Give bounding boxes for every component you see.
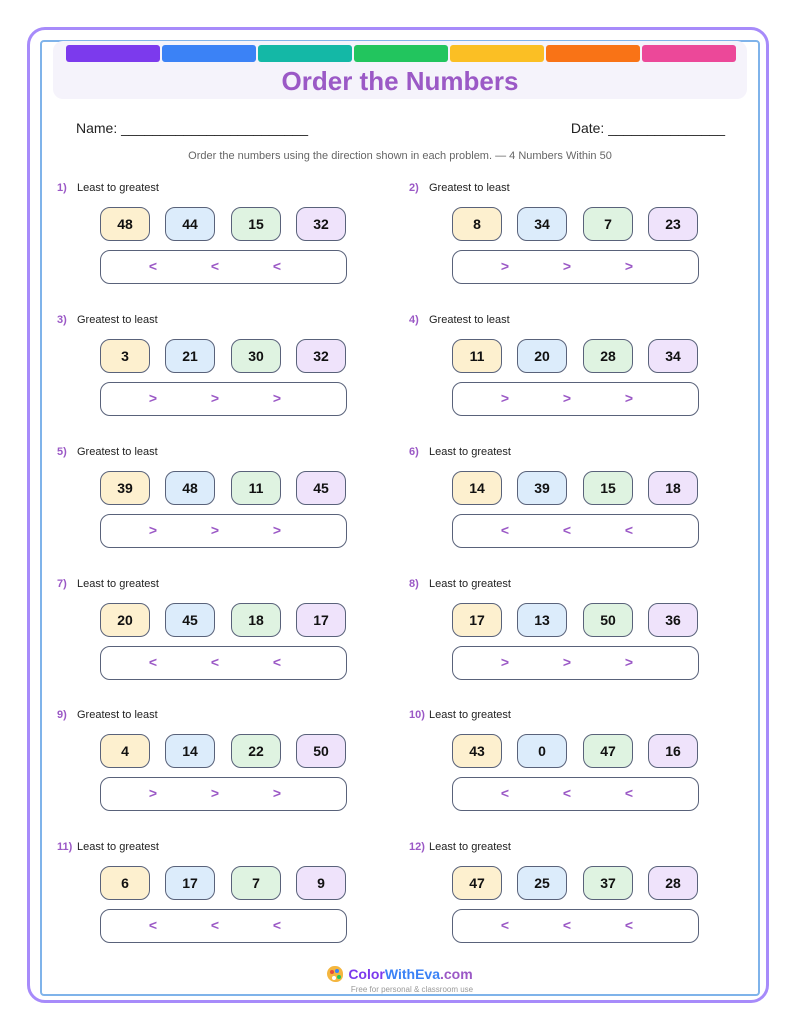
comparison-symbol: > bbox=[148, 390, 158, 406]
comparison-symbol: < bbox=[624, 917, 634, 933]
answer-box[interactable] bbox=[452, 909, 699, 943]
comparison-symbol: > bbox=[500, 654, 510, 670]
comparison-symbol: < bbox=[500, 785, 510, 801]
brand-part-com: .com bbox=[439, 966, 473, 982]
number-chip: 18 bbox=[231, 603, 281, 637]
number-chip: 14 bbox=[165, 734, 215, 768]
number-chip: 37 bbox=[583, 866, 633, 900]
problem-direction: Greatest to least bbox=[77, 314, 158, 326]
problem-number: 2) bbox=[409, 182, 419, 194]
color-stripe bbox=[354, 45, 448, 62]
problem-direction: Greatest to least bbox=[77, 709, 158, 721]
number-chip: 15 bbox=[583, 471, 633, 505]
comparison-symbol: < bbox=[148, 258, 158, 274]
comparison-symbol: < bbox=[500, 917, 510, 933]
color-stripe bbox=[642, 45, 736, 62]
page-title: Order the Numbers bbox=[281, 66, 519, 96]
color-stripe bbox=[66, 45, 160, 62]
number-chip: 22 bbox=[231, 734, 281, 768]
comparison-symbol: > bbox=[562, 390, 572, 406]
number-chip: 17 bbox=[296, 603, 346, 637]
problem-number: 8) bbox=[409, 578, 419, 590]
number-chip: 18 bbox=[648, 471, 698, 505]
problem-number: 4) bbox=[409, 314, 419, 326]
instructions: Order the numbers using the direction shown in each problem. — 4 Numbers Within 50 bbox=[188, 150, 612, 162]
number-chip: 32 bbox=[296, 207, 346, 241]
answer-box[interactable] bbox=[100, 646, 347, 680]
problem bbox=[57, 182, 377, 302]
number-chip: 43 bbox=[452, 734, 502, 768]
comparison-symbol: > bbox=[272, 522, 282, 538]
number-chip: 39 bbox=[517, 471, 567, 505]
color-stripe bbox=[546, 45, 640, 62]
answer-box[interactable] bbox=[452, 646, 699, 680]
number-chip: 44 bbox=[165, 207, 215, 241]
number-chip: 7 bbox=[583, 207, 633, 241]
number-chip: 30 bbox=[231, 339, 281, 373]
color-stripe bbox=[258, 45, 352, 62]
problem-number: 9) bbox=[57, 709, 67, 721]
problem-direction: Least to greatest bbox=[429, 841, 511, 853]
answer-box[interactable] bbox=[100, 514, 347, 548]
number-chip: 34 bbox=[648, 339, 698, 373]
problem-direction: Least to greatest bbox=[429, 446, 511, 458]
number-chip: 28 bbox=[648, 866, 698, 900]
comparison-symbol: > bbox=[148, 522, 158, 538]
comparison-symbol: < bbox=[562, 917, 572, 933]
comparison-symbol: < bbox=[272, 258, 282, 274]
color-stripe bbox=[162, 45, 256, 62]
comparison-symbol: < bbox=[148, 654, 158, 670]
number-chip: 36 bbox=[648, 603, 698, 637]
comparison-symbol: < bbox=[562, 785, 572, 801]
footer-tagline: Free for personal & classroom use bbox=[350, 985, 474, 994]
number-chip: 45 bbox=[296, 471, 346, 505]
number-chip: 25 bbox=[517, 866, 567, 900]
problem bbox=[409, 841, 729, 961]
color-stripes bbox=[66, 45, 736, 62]
number-chip: 0 bbox=[517, 734, 567, 768]
number-chip: 4 bbox=[100, 734, 150, 768]
problem bbox=[409, 446, 729, 566]
problem bbox=[57, 578, 377, 698]
number-chip: 45 bbox=[165, 603, 215, 637]
problem bbox=[57, 709, 377, 829]
problem-direction: Greatest to least bbox=[429, 314, 510, 326]
comparison-symbol: > bbox=[210, 390, 220, 406]
problem-number: 6) bbox=[409, 446, 419, 458]
date-field[interactable]: Date: _______________ bbox=[570, 120, 725, 136]
comparison-symbol: < bbox=[210, 654, 220, 670]
number-chip: 48 bbox=[165, 471, 215, 505]
brand-logo[interactable] bbox=[327, 966, 472, 982]
palette-icon bbox=[327, 966, 343, 982]
number-chip: 34 bbox=[517, 207, 567, 241]
number-chip: 48 bbox=[100, 207, 150, 241]
comparison-symbol: > bbox=[500, 258, 510, 274]
number-chip: 3 bbox=[100, 339, 150, 373]
comparison-symbol: < bbox=[272, 917, 282, 933]
problem-direction: Least to greatest bbox=[77, 841, 159, 853]
comparison-symbol: > bbox=[272, 390, 282, 406]
problem-number: 1) bbox=[57, 182, 67, 194]
comparison-symbol: > bbox=[624, 258, 634, 274]
number-chip: 39 bbox=[100, 471, 150, 505]
number-chip: 50 bbox=[296, 734, 346, 768]
problem-number: 10) bbox=[409, 709, 425, 721]
number-chip: 16 bbox=[648, 734, 698, 768]
comparison-symbol: < bbox=[148, 917, 158, 933]
comparison-symbol: > bbox=[562, 258, 572, 274]
problem bbox=[409, 182, 729, 302]
number-chip: 20 bbox=[100, 603, 150, 637]
number-chip: 6 bbox=[100, 866, 150, 900]
number-chip: 47 bbox=[583, 734, 633, 768]
number-chip: 17 bbox=[452, 603, 502, 637]
problem bbox=[57, 314, 377, 434]
answer-box[interactable] bbox=[452, 514, 699, 548]
problem-direction: Greatest to least bbox=[77, 446, 158, 458]
problem-number: 7) bbox=[57, 578, 67, 590]
problem-number: 5) bbox=[57, 446, 67, 458]
problem-direction: Greatest to least bbox=[429, 182, 510, 194]
comparison-symbol: > bbox=[272, 785, 282, 801]
number-chip: 32 bbox=[296, 339, 346, 373]
comparison-symbol: < bbox=[210, 917, 220, 933]
number-chip: 47 bbox=[452, 866, 502, 900]
number-chip: 28 bbox=[583, 339, 633, 373]
footer bbox=[0, 966, 800, 994]
number-chip: 11 bbox=[452, 339, 502, 373]
answer-box[interactable] bbox=[100, 250, 347, 284]
comparison-symbol: < bbox=[272, 654, 282, 670]
comparison-symbol: < bbox=[562, 522, 572, 538]
problem-direction: Least to greatest bbox=[429, 578, 511, 590]
problem-direction: Least to greatest bbox=[77, 182, 159, 194]
answer-box[interactable] bbox=[452, 382, 699, 416]
comparison-symbol: < bbox=[500, 522, 510, 538]
answer-box[interactable] bbox=[100, 382, 347, 416]
problem-direction: Least to greatest bbox=[77, 578, 159, 590]
problem bbox=[409, 578, 729, 698]
number-chip: 15 bbox=[231, 207, 281, 241]
answer-box[interactable] bbox=[100, 909, 347, 943]
comparison-symbol: < bbox=[210, 258, 220, 274]
number-chip: 23 bbox=[648, 207, 698, 241]
comparison-symbol: > bbox=[562, 654, 572, 670]
comparison-symbol: < bbox=[624, 522, 634, 538]
number-chip: 21 bbox=[165, 339, 215, 373]
answer-box[interactable] bbox=[100, 777, 347, 811]
problem-number: 12) bbox=[409, 841, 425, 853]
answer-box[interactable] bbox=[452, 777, 699, 811]
comparison-symbol: > bbox=[210, 785, 220, 801]
number-chip: 9 bbox=[296, 866, 346, 900]
problem-direction: Least to greatest bbox=[429, 709, 511, 721]
problem bbox=[409, 314, 729, 434]
problem-number: 3) bbox=[57, 314, 67, 326]
name-field[interactable]: Name: ________________________ bbox=[76, 120, 308, 136]
comparison-symbol: > bbox=[148, 785, 158, 801]
comparison-symbol: < bbox=[624, 785, 634, 801]
comparison-symbol: > bbox=[624, 390, 634, 406]
number-chip: 8 bbox=[452, 207, 502, 241]
number-chip: 20 bbox=[517, 339, 567, 373]
comparison-symbol: > bbox=[500, 390, 510, 406]
answer-box[interactable] bbox=[452, 250, 699, 284]
number-chip: 14 bbox=[452, 471, 502, 505]
number-chip: 50 bbox=[583, 603, 633, 637]
color-stripe bbox=[450, 45, 544, 62]
brand-part-color: Color bbox=[348, 966, 385, 982]
problem-number: 11) bbox=[57, 841, 73, 853]
number-chip: 11 bbox=[231, 471, 281, 505]
problem bbox=[57, 841, 377, 961]
comparison-symbol: > bbox=[210, 522, 220, 538]
problem bbox=[57, 446, 377, 566]
number-chip: 7 bbox=[231, 866, 281, 900]
brand-part-witheva: WithEva bbox=[384, 966, 440, 982]
problem bbox=[409, 709, 729, 829]
number-chip: 17 bbox=[165, 866, 215, 900]
number-chip: 13 bbox=[517, 603, 567, 637]
comparison-symbol: > bbox=[624, 654, 634, 670]
